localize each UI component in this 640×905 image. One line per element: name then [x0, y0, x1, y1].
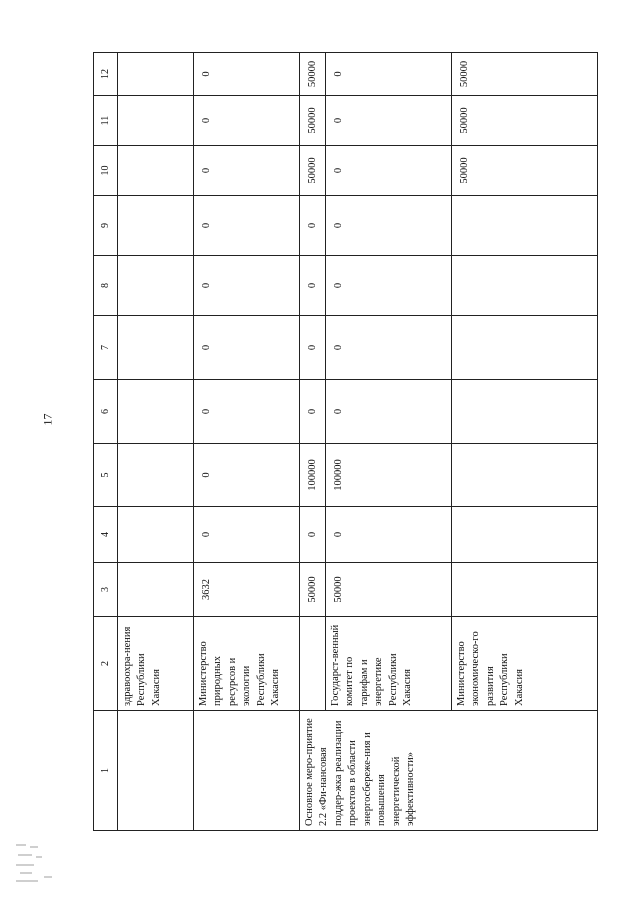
cell [118, 316, 194, 380]
cell: 0 [326, 146, 452, 196]
rotated-table-wrapper [93, 53, 597, 831]
cell [452, 444, 598, 507]
cell [118, 96, 194, 146]
table-row [118, 53, 194, 831]
cell: 0 [326, 53, 452, 96]
cell [118, 444, 194, 507]
cell [118, 196, 194, 256]
cell: 50000 [326, 563, 452, 617]
column-header: 5 [94, 444, 118, 507]
cell [118, 53, 194, 96]
cell-executor: Министерство экономическо-го развития Республики Хакасия [452, 617, 598, 711]
cell-executor: Министерство природных ресурсов и экологии Республики Хакасия [194, 617, 300, 711]
cell: 100000 [300, 444, 326, 507]
column-header: 2 [94, 617, 118, 711]
cell: 100000 [326, 444, 452, 507]
cell-executor [300, 617, 326, 711]
cell: 50000 [300, 96, 326, 146]
column-header: 10 [94, 146, 118, 196]
cell-executor: Государст-венный комитет по тарифам и энергетике Республики Хакасия [326, 617, 452, 711]
cell: 50000 [452, 53, 598, 96]
cell [118, 563, 194, 617]
cell [452, 316, 598, 380]
cell: 0 [194, 316, 300, 380]
cell: 0 [300, 256, 326, 316]
cell: 0 [300, 196, 326, 256]
merged-activity-cell: Основное меро-приятие 2.2 «Фи-нансовая поддер-жка реализации проектов в области энергосбереже-ния и повышения энергетической эффективности» [300, 711, 598, 831]
column-header: 12 [94, 53, 118, 96]
cell: 50000 [452, 146, 598, 196]
column-header: 8 [94, 256, 118, 316]
cell: 50000 [452, 96, 598, 146]
cell: 0 [300, 380, 326, 444]
faint-stamp-icon [14, 840, 60, 888]
column-header: 9 [94, 196, 118, 256]
cell: 0 [194, 96, 300, 146]
cell [118, 256, 194, 316]
cell: 0 [326, 256, 452, 316]
header-row [94, 53, 118, 831]
cell [118, 711, 194, 831]
cell [452, 196, 598, 256]
column-header: 3 [94, 563, 118, 617]
cell: 0 [326, 196, 452, 256]
cell: 0 [326, 96, 452, 146]
cell: 50000 [300, 563, 326, 617]
cell: 0 [194, 507, 300, 563]
cell [118, 380, 194, 444]
cell: 0 [194, 256, 300, 316]
table-row [300, 53, 326, 831]
cell: 0 [194, 196, 300, 256]
page-number: 17 [40, 413, 55, 426]
column-header: 4 [94, 507, 118, 563]
column-header: 7 [94, 316, 118, 380]
cell [118, 146, 194, 196]
budget-table [93, 52, 598, 831]
cell [452, 563, 598, 617]
table-row [194, 53, 300, 831]
cell [194, 711, 300, 831]
cell [452, 507, 598, 563]
column-header: 1 [94, 711, 118, 831]
cell: 0 [300, 507, 326, 563]
cell-executor: здравоохра-нения Республики Хакасия [118, 617, 194, 711]
cell: 50000 [300, 53, 326, 96]
cell: 0 [194, 444, 300, 507]
cell: 0 [194, 53, 300, 96]
cell [452, 380, 598, 444]
cell: 0 [326, 380, 452, 444]
cell: 50000 [300, 146, 326, 196]
cell: 3632 [194, 563, 300, 617]
column-header: 6 [94, 380, 118, 444]
cell: 0 [194, 146, 300, 196]
cell: 0 [194, 380, 300, 444]
cell [118, 507, 194, 563]
cell [452, 256, 598, 316]
column-header: 11 [94, 96, 118, 146]
cell: 0 [300, 316, 326, 380]
cell: 0 [326, 507, 452, 563]
cell: 0 [326, 316, 452, 380]
